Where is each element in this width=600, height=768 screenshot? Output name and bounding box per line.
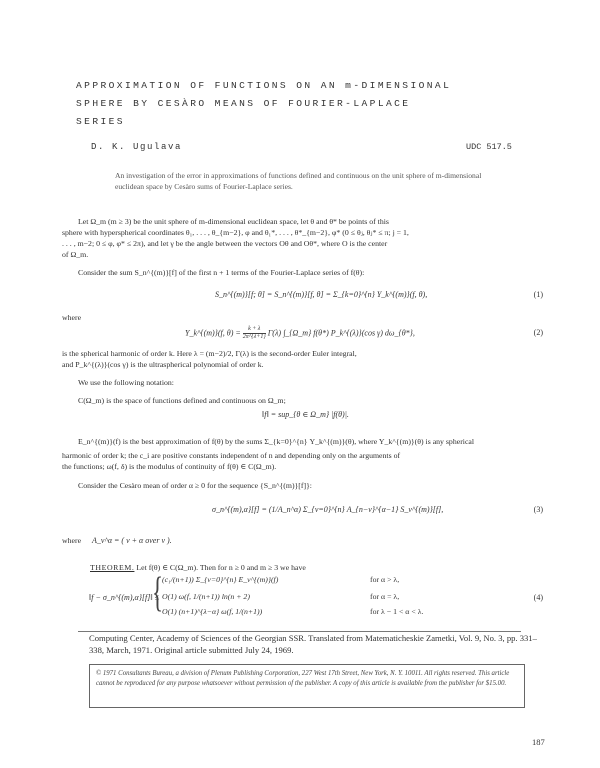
footnote-divider <box>78 631 521 632</box>
equation-2-number: (2) <box>533 328 543 337</box>
equation-4-lhs: ‖f − σ_n^{(m),α}[f]‖ ≤ <box>89 593 159 602</box>
abstract: An investigation of the error in approximations of functions defined and continuous on the unit sphere of m-dimensional euclidean space by Cesàro sums of Fourier-Laplace series. <box>115 171 482 191</box>
body-where-2: where <box>62 536 82 545</box>
body-p3-line-2: and P_k^{(λ)}(cos γ) is the ultraspherical polynomial of order k. <box>62 360 264 369</box>
equation-4-case-3: O(1) (n+1)^{λ−α} ω(f, 1/(n+1)) <box>162 607 263 616</box>
body-p1-line-3: . . . , m−2; 0 ≤ φ, φ* ≤ 2π), and let γ be the angle between the vectors Oθ and Oθ*, where O is the center <box>62 239 388 248</box>
equation-2-numerator: k + λ <box>243 326 266 334</box>
equation-1: S_n^{(m)}[f; θ] = S_n^{(m)}[f, θ] = Σ_{k=0}^{n} Y_k^{(m)}(f, θ), <box>215 290 428 299</box>
page-number: 187 <box>532 737 545 747</box>
udc-code: UDC 517.5 <box>466 142 512 152</box>
author-name: D. K. Ugulava <box>91 142 183 152</box>
equation-4-number: (4) <box>533 593 543 602</box>
paper-title-line-3: SERIES <box>76 116 125 127</box>
equation-3: σ_n^{(m),α}[f] = (1/A_n^α) Σ_{ν=0}^{n} A_{n−ν}^{α−1} S_ν^{(m)}[f], <box>212 505 444 514</box>
body-p1-line-4: of Ω_m. <box>62 250 89 259</box>
binomial-definition: A_ν^α = ( ν + α over ν ). <box>92 536 172 545</box>
equation-2 <box>185 326 415 341</box>
equation-4-brace: { <box>152 570 164 616</box>
equation-4-case-2: O(1) ω(f, 1/(n+1)) ln(n + 2) <box>162 592 250 601</box>
copyright-box: © 1971 Consultants Bureau, a division of Plenum Publishing Corporation, 227 West 17th Street, New York, N. Y. 10011. All rights reserved. This article cannot be reproduced for any purpose whatsoever without permission of the publisher. A copy of this article is available from the publisher for $15.00. <box>89 664 525 708</box>
body-p4: We use the following notation: <box>78 378 174 387</box>
equation-2-fraction <box>243 326 266 341</box>
body-p2: Consider the sum S_n^{(m)}[f] of the first n + 1 terms of the Fourier-Laplace series of f(θ): <box>78 268 365 277</box>
theorem-text: Let f(θ) ∈ C(Ω_m). Then for n ≥ 0 and m ≥ 3 we have <box>136 563 306 572</box>
body-p6-line-2: harmonic of order k; the c_i are positive constants independent of n and depending only on the arguments of <box>62 451 401 460</box>
theorem <box>90 563 306 572</box>
body-p6-line-3: the functions; ω(f, δ) is the modulus of continuity of f(θ) ∈ C(Ω_m). <box>62 462 277 471</box>
body-p3-line-1: is the spherical harmonic of order k. Here λ = (m−2)/2, Γ(λ) is the second-order Euler integral, <box>62 349 357 358</box>
equation-3-number: (3) <box>533 505 543 514</box>
paper-title-line-1: APPROXIMATION OF FUNCTIONS ON AN m-DIMENSIONAL <box>76 80 452 91</box>
equation-2-lhs: Y_k^{(m)}(f, θ) = <box>185 328 243 338</box>
equation-1-number: (1) <box>533 290 543 299</box>
theorem-label: THEOREM. <box>90 563 135 572</box>
equation-4-case-1: (c₁/(n+1)) Σ_{ν=0}^{n} E_ν^{(m)}(f) <box>162 575 279 584</box>
body-p6-line-1: E_n^{(m)}(f) is the best approximation of f(θ) by the sums Σ_{k=0}^{n} Y_k^{(m)}(θ), where Y_k^{(m)}(θ) is any spherical <box>78 437 475 446</box>
body-p1-line-2: sphere with hyperspherical coordinates θ₁, . . . , θ_{m−2}, φ and θ₁*, . . . , θ*_{m−2}, φ* (0 ≤ θⱼ, θⱼ* ≤ π; j = 1, <box>62 228 409 237</box>
paper-title-line-2: SPHERE BY CESÀRO MEANS OF FOURIER-LAPLACE <box>76 98 411 109</box>
footnote: Computing Center, Academy of Sciences of the Georgian SSR. Translated from Matematicheskie Zametki, Vol. 9, No. 3, pp. 331–338, March, 1971. Original article submitted July 24, 1969. <box>89 633 537 655</box>
equation-4-case-3-condition: for λ − 1 < α < λ. <box>370 607 424 616</box>
equation-2-rhs: Γ(λ) ∫_{Ω_m} f(θ*) P_k^{(λ)}(cos γ) dω_{θ*}, <box>267 328 415 338</box>
equation-4-case-2-condition: for α = λ, <box>370 592 400 601</box>
equation-4-case-1-condition: for α > λ, <box>370 575 400 584</box>
body-where-1: where <box>62 313 82 322</box>
body-p5: C(Ω_m) is the space of functions defined and continuous on Ω_m; <box>78 396 286 405</box>
equation-2-denominator: 2π^{λ+1} <box>242 334 266 340</box>
body-p1-line-1: Let Ω_m (m ≥ 3) be the unit sphere of m-dimensional euclidean space, let θ and θ* be points of this <box>78 217 389 226</box>
body-p7: Consider the Cesàro mean of order α ≥ 0 for the sequence {S_n^{(m)}[f]}: <box>78 481 312 490</box>
norm-definition: ‖f‖ = sup_{θ ∈ Ω_m} |f(θ)|. <box>262 410 349 419</box>
